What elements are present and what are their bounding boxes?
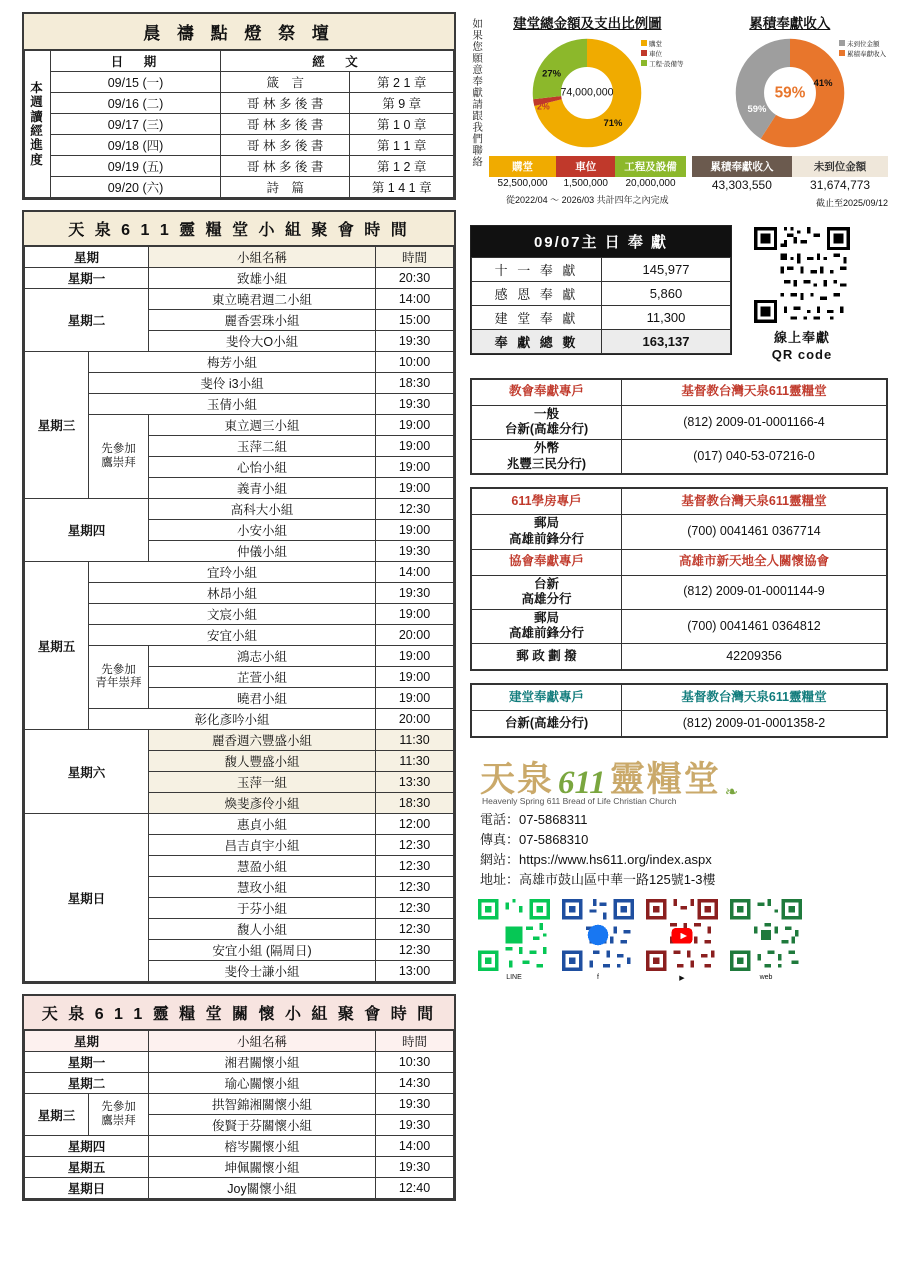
youtube-qr-block[interactable] xyxy=(646,899,718,982)
account-owner: 基督教台灣天泉611靈糧堂 xyxy=(622,489,887,515)
phone-line: 電話：07-5868311 xyxy=(480,812,588,828)
table-row xyxy=(472,405,887,439)
account-title: 教會奉獻專戶 xyxy=(472,379,622,405)
table-row xyxy=(25,625,454,646)
caregroup-title: 天 泉 6 1 1 靈 糧 堂 關 懷 小 組 聚 會 時 間 xyxy=(24,996,454,1030)
table-row xyxy=(25,268,454,289)
table-row xyxy=(25,177,454,198)
table-row xyxy=(25,135,454,156)
svg-text:2%: 2% xyxy=(537,101,551,112)
col-header-name: 小組名稱 xyxy=(149,1031,376,1052)
devotion-chapter: 第 9 章 xyxy=(350,93,454,114)
table-row xyxy=(472,609,887,643)
group-time: 19:00 xyxy=(376,436,454,457)
group-time: 10:00 xyxy=(376,352,454,373)
day-label: 星期二 xyxy=(25,1073,149,1094)
table-row xyxy=(25,1094,454,1115)
qr-caption-line2: QR code xyxy=(771,346,833,362)
group-time: 20:00 xyxy=(376,709,454,730)
group-name: 小安小組 xyxy=(149,520,376,541)
group-name: 宜玲小組 xyxy=(89,562,376,583)
account-title: 建堂奉獻專戶 xyxy=(472,685,622,711)
day-label: 星期日 xyxy=(25,814,149,982)
table-row xyxy=(472,306,731,330)
devotion-date: 09/18 (四) xyxy=(51,135,221,156)
group-name: 麗香雲珠小組 xyxy=(149,310,376,331)
offering-total-label: 奉 獻 總 數 xyxy=(472,330,602,354)
charts-section xyxy=(470,12,888,209)
account-table-1 xyxy=(471,379,887,475)
cellgroup-section xyxy=(22,210,456,984)
offering-amount: 11,300 xyxy=(602,306,731,330)
caregroup-table xyxy=(24,1030,454,1199)
group-name: 東立曉君週二小組 xyxy=(149,289,376,310)
day-label: 星期日 xyxy=(25,1178,149,1199)
group-name: 曉君小組 xyxy=(149,688,376,709)
cat-label: 車位 xyxy=(556,156,615,177)
group-time: 19:00 xyxy=(376,478,454,499)
group-name: 安宜小組 (隔周日) xyxy=(149,940,376,961)
group-name: 惠貞小組 xyxy=(149,814,376,835)
group-name: 玉萍一組 xyxy=(149,772,376,793)
table-row xyxy=(472,282,731,306)
svg-text:59%: 59% xyxy=(747,102,767,114)
cat-label: 工程及設備 xyxy=(615,156,685,177)
devotion-side-label: 本 週 讀 經 進 度 xyxy=(25,51,51,198)
logo-611-text: 611 xyxy=(558,765,606,802)
table-row xyxy=(25,562,454,583)
table-row xyxy=(472,711,887,737)
table-row xyxy=(692,177,888,193)
account-bank: 郵局 高雄前鋒分行 xyxy=(472,609,622,643)
facebook-qr-icon[interactable] xyxy=(562,899,634,971)
group-name: 斐伶大O小組 xyxy=(149,331,376,352)
table-row xyxy=(25,51,454,72)
devotion-text: 哥 林 多 後 書 xyxy=(221,156,350,177)
devotion-header-date: 日 期 xyxy=(51,51,221,72)
accumulated-offering-chart xyxy=(692,12,888,209)
account-bank: 台新 高雄分行 xyxy=(472,575,622,609)
table-row xyxy=(25,415,454,436)
logo-subtitle: Heavenly Spring 611 Bread of Life Christian Church xyxy=(482,796,677,807)
offering-table xyxy=(470,225,732,355)
account-number: (812) 2009-01-0001166-4 xyxy=(622,405,887,439)
account-bank: 台新(高雄分行) xyxy=(472,711,622,737)
devotion-header-text: 經 文 xyxy=(221,51,454,72)
contact-info xyxy=(470,810,888,891)
group-time: 19:30 xyxy=(376,331,454,352)
svg-text:71%: 71% xyxy=(603,117,623,129)
chart-table-1 xyxy=(489,156,685,190)
day-label: 星期三 xyxy=(25,1094,89,1136)
group-time: 12:30 xyxy=(376,940,454,961)
account-bank: 外幣 兆豐三民分行) xyxy=(472,440,622,474)
group-name: 昌吉貞宇小組 xyxy=(149,835,376,856)
qr-caption-line1: 線上奉獻 xyxy=(773,330,830,345)
table-row xyxy=(25,709,454,730)
devotion-date: 09/19 (五) xyxy=(51,156,221,177)
group-name: 俊賢于芬關懷小組 xyxy=(149,1115,376,1136)
offering-amount: 5,860 xyxy=(602,282,731,306)
group-name: 坤佩關懷小組 xyxy=(149,1157,376,1178)
building-offering-account xyxy=(470,683,888,738)
day-label: 星期二 xyxy=(25,289,149,352)
donut-chart-2 xyxy=(692,34,888,154)
table-row xyxy=(25,646,454,667)
group-time: 19:00 xyxy=(376,604,454,625)
account-title: 協會奉獻專戶 xyxy=(472,549,622,575)
group-name: 玉萍二組 xyxy=(149,436,376,457)
group-name: 麗香週六豐盛小組 xyxy=(149,730,376,751)
chart-note-2: 截止至2025/09/12 xyxy=(815,198,888,208)
account-number: (700) 0041461 0364812 xyxy=(622,609,887,643)
group-time: 12:30 xyxy=(376,835,454,856)
footer-qr-row xyxy=(470,899,888,982)
table-row xyxy=(25,289,454,310)
devotion-chapter: 第 1 2 章 xyxy=(350,156,454,177)
group-time: 19:30 xyxy=(376,1094,454,1115)
svg-text:27%: 27% xyxy=(542,67,562,79)
table-row xyxy=(472,489,887,515)
youtube-qr-label: ▶ xyxy=(679,974,685,982)
group-name: 瑜心關懷小組 xyxy=(149,1073,376,1094)
account-table-2 xyxy=(471,488,887,670)
chart-table-2 xyxy=(692,156,888,193)
table-row xyxy=(25,1157,454,1178)
cat-value: 43,303,550 xyxy=(711,178,772,192)
day-label: 星期三 xyxy=(25,352,89,499)
chart-title: 建堂總金額及支出比例圖 xyxy=(513,16,662,31)
devotion-section xyxy=(22,12,456,200)
cellgroup-table xyxy=(24,246,454,982)
svg-text:41%: 41% xyxy=(813,76,833,88)
offering-amount: 145,977 xyxy=(602,258,731,282)
group-time: 12:30 xyxy=(376,499,454,520)
group-time: 19:30 xyxy=(376,541,454,562)
group-name: 仲儀小組 xyxy=(149,541,376,562)
cat-value: 1,500,000 xyxy=(563,178,608,189)
group-time: 18:30 xyxy=(376,793,454,814)
website-qr-icon[interactable] xyxy=(730,899,802,971)
account-owner: 高雄市新天地全人關懷協會 xyxy=(622,549,887,575)
line-qr-label: LINE xyxy=(506,973,522,981)
group-time: 14:00 xyxy=(376,289,454,310)
donation-contact-note: 如果您願意奉獻請跟我們聯絡 xyxy=(471,18,484,168)
offering-title: 09/07主 日 奉 獻 xyxy=(471,226,731,257)
table-row xyxy=(25,814,454,835)
devotion-date: 09/16 (二) xyxy=(51,93,221,114)
cat-label: 未到位金額 xyxy=(792,156,888,177)
table-row xyxy=(25,156,454,177)
account-table-3 xyxy=(471,684,887,737)
table-row xyxy=(472,685,887,711)
group-time: 12:30 xyxy=(376,898,454,919)
group-time: 11:30 xyxy=(376,730,454,751)
table-row xyxy=(472,515,887,549)
group-name: 安宜小組 xyxy=(89,625,376,646)
cellgroup-title: 天 泉 6 1 1 靈 糧 堂 小 組 聚 會 時 間 xyxy=(24,212,454,246)
group-name: 芷萱小組 xyxy=(149,667,376,688)
group-time: 19:30 xyxy=(376,394,454,415)
col-header-day: 星期 xyxy=(25,1031,149,1052)
col-header-day: 星期 xyxy=(25,247,149,268)
account-owner: 基督教台灣天泉611靈糧堂 xyxy=(622,685,887,711)
group-time: 19:00 xyxy=(376,415,454,436)
account-number: 42209356 xyxy=(622,644,887,670)
logo-main-text: 天泉 xyxy=(480,760,555,800)
online-offering-qr[interactable] xyxy=(742,225,862,364)
table-row xyxy=(472,379,887,405)
group-name: 斐伶 i3小組 xyxy=(89,373,376,394)
devotion-chapter: 第 2 1 章 xyxy=(350,72,454,93)
group-time: 12:00 xyxy=(376,814,454,835)
group-time: 10:30 xyxy=(376,1052,454,1073)
group-name: 東立週三小組 xyxy=(149,415,376,436)
offering-section xyxy=(470,225,888,364)
devotion-text: 箴 言 xyxy=(221,72,350,93)
group-time: 12:30 xyxy=(376,919,454,940)
group-time: 19:30 xyxy=(376,1157,454,1178)
day-label: 星期一 xyxy=(25,268,149,289)
day-label: 星期六 xyxy=(25,730,149,814)
table-row xyxy=(472,258,731,282)
group-name: 馥人小組 xyxy=(149,919,376,940)
table-row xyxy=(25,114,454,135)
account-number: (812) 2009-01-0001358-2 xyxy=(622,711,887,737)
cat-label: 購堂 xyxy=(489,156,556,177)
group-time: 20:00 xyxy=(376,625,454,646)
table-row xyxy=(25,352,454,373)
offering-rows xyxy=(471,257,731,354)
offering-total-amount: 163,137 xyxy=(602,330,731,354)
table-row xyxy=(489,156,685,177)
table-row xyxy=(25,583,454,604)
caregroup-section xyxy=(22,994,456,1201)
day-label: 星期四 xyxy=(25,499,149,562)
group-name: 湘君關懷小組 xyxy=(149,1052,376,1073)
group-time: 19:00 xyxy=(376,667,454,688)
table-row xyxy=(472,575,887,609)
leaf-icon: ❧ xyxy=(724,784,739,802)
day-label: 星期四 xyxy=(25,1136,149,1157)
account-title: 611學房專戶 xyxy=(472,489,622,515)
cat-label: 累積奉獻收入 xyxy=(692,156,793,177)
group-time: 13:00 xyxy=(376,961,454,982)
group-name: Joy關懷小組 xyxy=(149,1178,376,1199)
group-time: 14:00 xyxy=(376,1136,454,1157)
day-label: 星期一 xyxy=(25,1052,149,1073)
website-qr-label: web xyxy=(759,973,773,981)
cat-value: 20,000,000 xyxy=(625,178,676,189)
cat-value: 52,500,000 xyxy=(497,178,548,189)
table-row xyxy=(472,330,731,354)
footer-section xyxy=(470,752,888,982)
account-bank: 一般 台新(高雄分行) xyxy=(472,405,622,439)
chart-title: 累積奉獻收入 xyxy=(749,16,831,31)
table-row xyxy=(25,1136,454,1157)
website-line[interactable]: 網站：https://www.hs611.org/index.aspx xyxy=(480,852,712,868)
table-row xyxy=(25,247,454,268)
group-time: 12:40 xyxy=(376,1178,454,1199)
group-time: 19:30 xyxy=(376,1115,454,1136)
group-name: 馥人豐盛小組 xyxy=(149,751,376,772)
col-header-name: 小組名稱 xyxy=(149,247,376,268)
group-time: 20:30 xyxy=(376,268,454,289)
devotion-date: 09/20 (六) xyxy=(51,177,221,198)
line-qr-block[interactable] xyxy=(478,899,550,982)
table-row xyxy=(25,72,454,93)
youtube-qr-icon[interactable] xyxy=(646,899,718,971)
group-name: 彰化彥吟小組 xyxy=(89,709,376,730)
table-row xyxy=(25,1031,454,1052)
group-name: 玉倩小組 xyxy=(89,394,376,415)
table-row xyxy=(489,177,685,190)
col-header-time: 時間 xyxy=(376,1031,454,1052)
group-time: 19:00 xyxy=(376,646,454,667)
table-row xyxy=(472,440,887,474)
devotion-text: 哥 林 多 後 書 xyxy=(221,135,350,156)
left-column xyxy=(22,12,456,1201)
group-name: 鴻志小組 xyxy=(149,646,376,667)
devotion-text: 詩 篇 xyxy=(221,177,350,198)
table-row xyxy=(25,93,454,114)
devotion-date: 09/17 (三) xyxy=(51,114,221,135)
logo-tail-text: 靈糧堂 xyxy=(609,760,721,800)
group-time: 12:30 xyxy=(376,856,454,877)
cat-value: 31,674,773 xyxy=(810,178,871,192)
devotion-text: 哥 林 多 後 書 xyxy=(221,114,350,135)
group-name: 斐伶士謙小組 xyxy=(149,961,376,982)
table-row xyxy=(25,730,454,751)
building-fund-chart xyxy=(489,12,685,209)
address-line: 地址：高雄市鼓山區中華一路125號1-3樓 xyxy=(480,872,716,888)
group-name: 心怡小組 xyxy=(149,457,376,478)
group-time: 18:30 xyxy=(376,373,454,394)
group-name: 慧盈小組 xyxy=(149,856,376,877)
table-row xyxy=(25,604,454,625)
group-name: 煥斐彥伶小組 xyxy=(149,793,376,814)
account-owner: 基督教台灣天泉611靈糧堂 xyxy=(622,379,887,405)
fax-line: 傳真：07-5868310 xyxy=(480,832,589,848)
qr-code-icon[interactable] xyxy=(754,227,850,323)
donut-chart-1 xyxy=(489,34,685,154)
pre-worship-label: 先參加 鷹崇拜 xyxy=(89,1094,149,1136)
devotion-table xyxy=(24,50,454,198)
offering-label: 十 一 奉 獻 xyxy=(472,258,602,282)
devotion-chapter: 第 1 0 章 xyxy=(350,114,454,135)
group-time: 19:00 xyxy=(376,520,454,541)
account-number: (700) 0041461 0367714 xyxy=(622,515,887,549)
table-row xyxy=(25,499,454,520)
church-logo xyxy=(470,752,888,802)
church-offering-account xyxy=(470,378,888,476)
website-qr-block[interactable] xyxy=(730,899,802,982)
table-row xyxy=(25,1052,454,1073)
account-bank: 郵局 高雄前鋒分行 xyxy=(472,515,622,549)
table-row xyxy=(25,1178,454,1199)
group-time: 15:00 xyxy=(376,310,454,331)
group-time: 11:30 xyxy=(376,751,454,772)
account-bank: 郵 政 劃 撥 xyxy=(472,644,622,670)
day-label: 星期五 xyxy=(25,1157,149,1178)
table-row xyxy=(25,394,454,415)
devotion-chapter: 第 1 1 章 xyxy=(350,135,454,156)
group-name: 文宸小組 xyxy=(89,604,376,625)
donut-center-label: 59% xyxy=(774,84,806,102)
group-name: 榕岑關懷小組 xyxy=(149,1136,376,1157)
facebook-qr-label: f xyxy=(597,973,599,981)
account-number: (017) 040-53-07216-0 xyxy=(622,440,887,474)
group-name: 林昂小組 xyxy=(89,583,376,604)
pre-worship-label: 先參加 鷹崇拜 xyxy=(89,415,149,499)
facebook-qr-block[interactable] xyxy=(562,899,634,982)
account-number: (812) 2009-01-0001144-9 xyxy=(622,575,887,609)
chart-note-1: 從2022/04 ～ 2026/03 共計四年之內完成 xyxy=(506,195,669,205)
group-name: 拱智錦湘關懷小組 xyxy=(149,1094,376,1115)
devotion-text: 哥 林 多 後 書 xyxy=(221,93,350,114)
group-time: 14:00 xyxy=(376,562,454,583)
group-name: 致雄小組 xyxy=(149,268,376,289)
donut-svg xyxy=(512,34,662,152)
group-name: 高科大小組 xyxy=(149,499,376,520)
right-column xyxy=(470,12,888,982)
chart-legend-1: 購堂 車位 工程‧設備等 xyxy=(641,40,684,69)
group-time: 19:00 xyxy=(376,457,454,478)
day-label: 星期五 xyxy=(25,562,89,730)
table-row xyxy=(25,1073,454,1094)
group-name: 義青小組 xyxy=(149,478,376,499)
devotion-date: 09/15 (一) xyxy=(51,72,221,93)
group-name: 梅芳小組 xyxy=(89,352,376,373)
chart-legend-2: 未到位金額 累積奉獻收入 xyxy=(839,40,886,60)
group-time: 13:30 xyxy=(376,772,454,793)
group-time: 14:30 xyxy=(376,1073,454,1094)
devotion-title: 晨 禱 點 燈 祭 壇 xyxy=(24,14,454,50)
col-header-time: 時間 xyxy=(376,247,454,268)
line-qr-icon[interactable] xyxy=(478,899,550,971)
offering-label: 建 堂 奉 獻 xyxy=(472,306,602,330)
group-name: 慧玫小組 xyxy=(149,877,376,898)
table-row xyxy=(692,156,888,177)
table-row xyxy=(472,644,887,670)
group-time: 19:30 xyxy=(376,583,454,604)
611-and-association-accounts xyxy=(470,487,888,671)
table-row xyxy=(472,549,887,575)
pre-worship-label: 先參加 青年崇拜 xyxy=(89,646,149,709)
group-time: 12:30 xyxy=(376,877,454,898)
table-row xyxy=(25,373,454,394)
offering-label: 感 恩 奉 獻 xyxy=(472,282,602,306)
devotion-chapter: 第 1 4 1 章 xyxy=(350,177,454,198)
donut-center-label: 74,000,000 xyxy=(560,86,614,99)
group-name: 于芬小組 xyxy=(149,898,376,919)
group-time: 19:00 xyxy=(376,688,454,709)
